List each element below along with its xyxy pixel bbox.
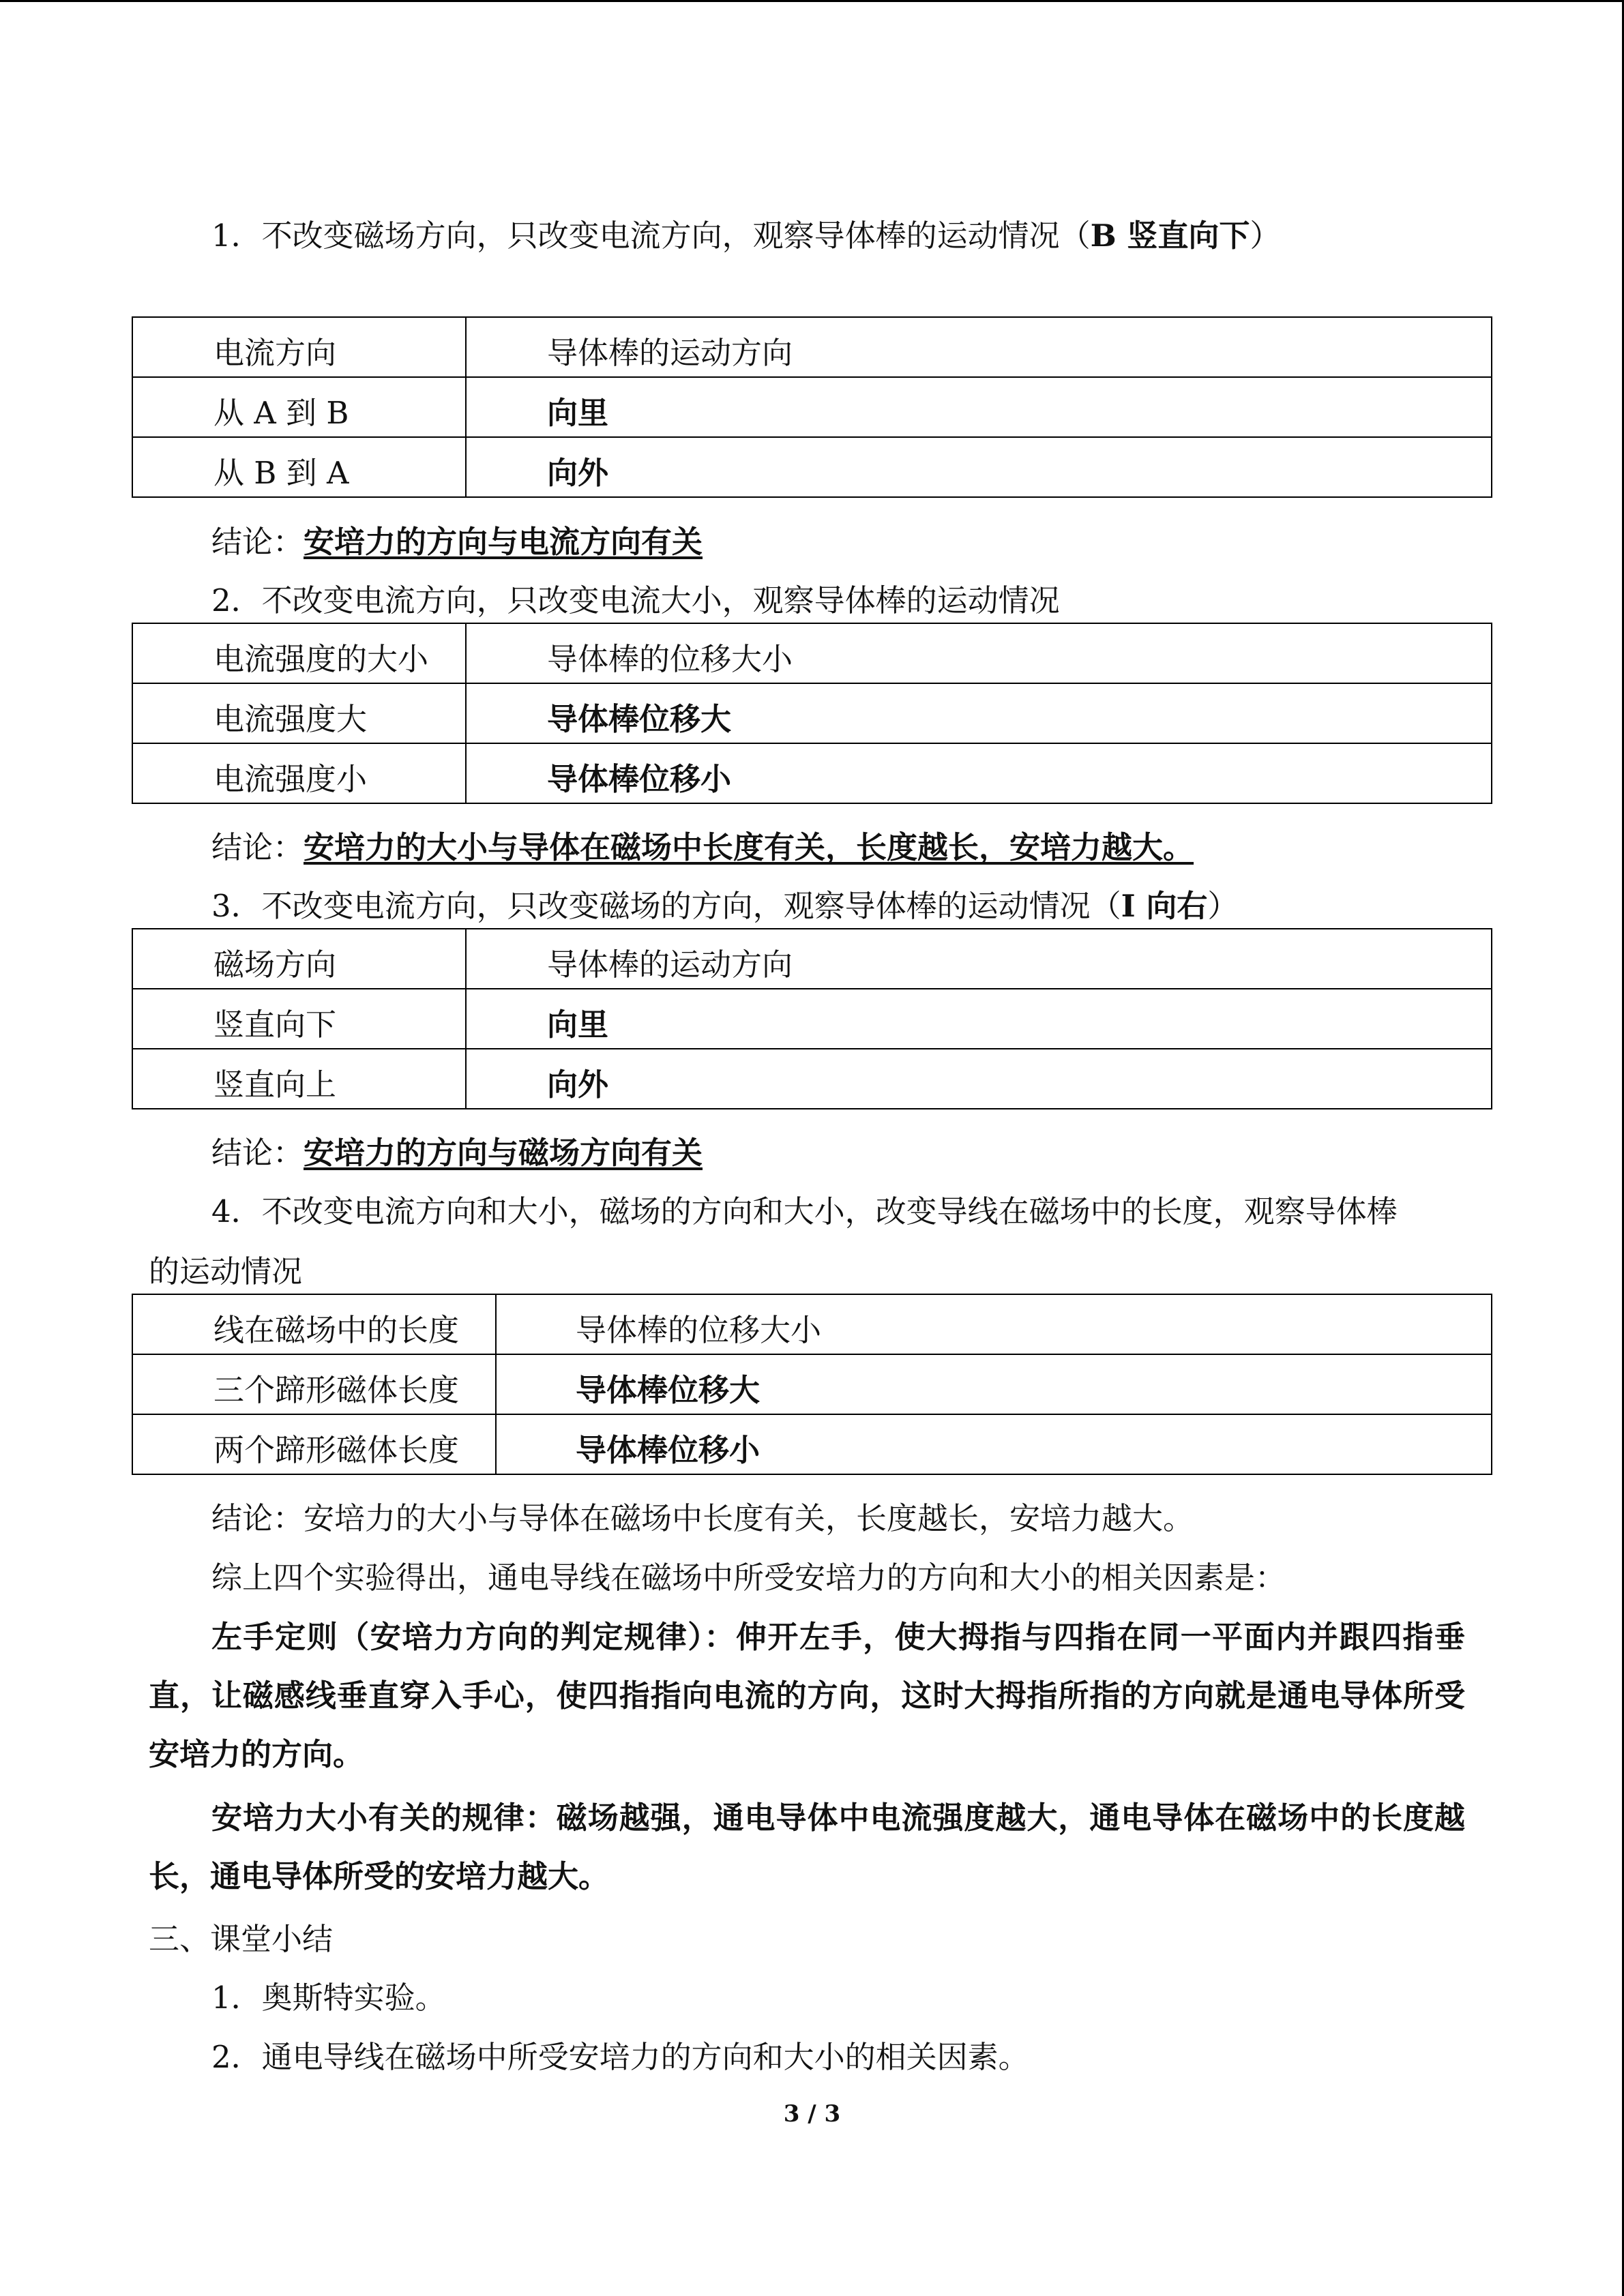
magnitude-rule: 安培力大小有关的规律：磁场越强，通电导体中电流强度越大，通电导体在磁场中的长度越长，通电导体所受的安培力越大。 — [149, 1800, 1465, 1894]
table-cell: 竖直向上 — [213, 1067, 337, 1103]
table-row — [132, 683, 1492, 743]
table-header-cell: 磁场方向 — [213, 946, 337, 983]
table-cell: 两个蹄形磁体长度 — [213, 1432, 460, 1468]
table-cell: 向外 — [547, 1067, 609, 1103]
table-header-row — [132, 1294, 1492, 1354]
table-cell: 导体棒位移大 — [576, 1372, 761, 1408]
table-cell: 导体棒位移小 — [547, 761, 732, 797]
table-cell: 导体棒位移小 — [576, 1432, 761, 1468]
table-row — [132, 377, 1492, 437]
table-row — [132, 989, 1492, 1049]
table-cell: 向里 — [547, 395, 609, 431]
table-header-row — [132, 929, 1492, 989]
table-cell: 三个蹄形磁体长度 — [213, 1372, 460, 1408]
list-item: 2．通电导线在磁场中所受安培力的方向和大小的相关因素。 — [211, 2039, 1029, 2075]
exp4-heading-line2: 的运动情况 — [149, 1253, 303, 1289]
table-header-row — [132, 623, 1492, 683]
exp1-heading: 1．不改变磁场方向，只改变电流方向，观察导体棒的运动情况（B 竖直向下） — [211, 218, 1281, 254]
table-row — [132, 1354, 1492, 1414]
list-item: 1．奥斯特实验。 — [211, 1980, 446, 2016]
table-header-cell: 导体棒的位移大小 — [576, 1312, 822, 1348]
table-header-cell: 导体棒的运动方向 — [547, 946, 793, 983]
table-cell: 从 A 到 B — [213, 395, 349, 431]
exp3-conclusion: 结论：安培力的方向与磁场方向有关 — [211, 1135, 703, 1171]
exp1-table — [132, 316, 1492, 498]
table-row — [132, 437, 1492, 497]
table-cell: 从 B 到 A — [213, 455, 349, 491]
left-hand-rule: 左手定则（安培力方向的判定规律）：伸开左手，使大拇指与四指在同一平面内并跟四指垂直，让磁感线垂直穿入手心，使四指指向电流的方向，这时大拇指所指的方向就是通电导体所受安培力的方向。 — [149, 1619, 1465, 1772]
exp2-heading: 2．不改变电流方向，只改变电流大小，观察导体棒的运动情况 — [211, 582, 1060, 618]
table-header-cell: 线在磁场中的长度 — [213, 1312, 460, 1348]
table-row — [132, 743, 1492, 803]
table-cell: 电流强度小 — [213, 761, 368, 797]
table-header-cell: 电流强度的大小 — [213, 641, 429, 677]
section3-title: 三、课堂小结 — [149, 1921, 334, 1957]
table-cell: 导体棒位移大 — [547, 701, 732, 737]
table-cell: 电流强度大 — [213, 701, 368, 737]
exp4-heading-line1: 4．不改变电流方向和大小，磁场的方向和大小，改变导线在磁场中的长度，观察导体棒 — [211, 1193, 1398, 1229]
table-header-cell: 电流方向 — [213, 335, 337, 371]
exp1-conclusion: 结论：安培力的方向与电流方向有关 — [211, 524, 703, 560]
exp3-heading: 3．不改变电流方向，只改变磁场的方向，观察导体棒的运动情况（I 向右） — [211, 888, 1239, 924]
summary-intro: 综上四个实验得出，通电导线在磁场中所受安培力的方向和大小的相关因素是： — [211, 1560, 1286, 1596]
table-row — [132, 1049, 1492, 1109]
exp3-table — [132, 928, 1492, 1109]
exp4-conclusion: 结论：安培力的大小与导体在磁场中长度有关，长度越长，安培力越大。 — [211, 1500, 1194, 1536]
table-cell: 竖直向下 — [213, 1007, 337, 1043]
exp2-conclusion: 结论：安培力的大小与导体在磁场中长度有关，长度越长，安培力越大。 — [211, 829, 1194, 865]
exp4-table — [132, 1294, 1492, 1475]
page-number: 3 / 3 — [783, 2100, 841, 2128]
table-header-row — [132, 317, 1492, 377]
table-row — [132, 1414, 1492, 1474]
exp2-table — [132, 623, 1492, 804]
table-cell: 向外 — [547, 455, 609, 491]
table-header-cell: 导体棒的位移大小 — [547, 641, 793, 677]
table-header-cell: 导体棒的运动方向 — [547, 335, 793, 371]
table-cell: 向里 — [547, 1007, 609, 1043]
